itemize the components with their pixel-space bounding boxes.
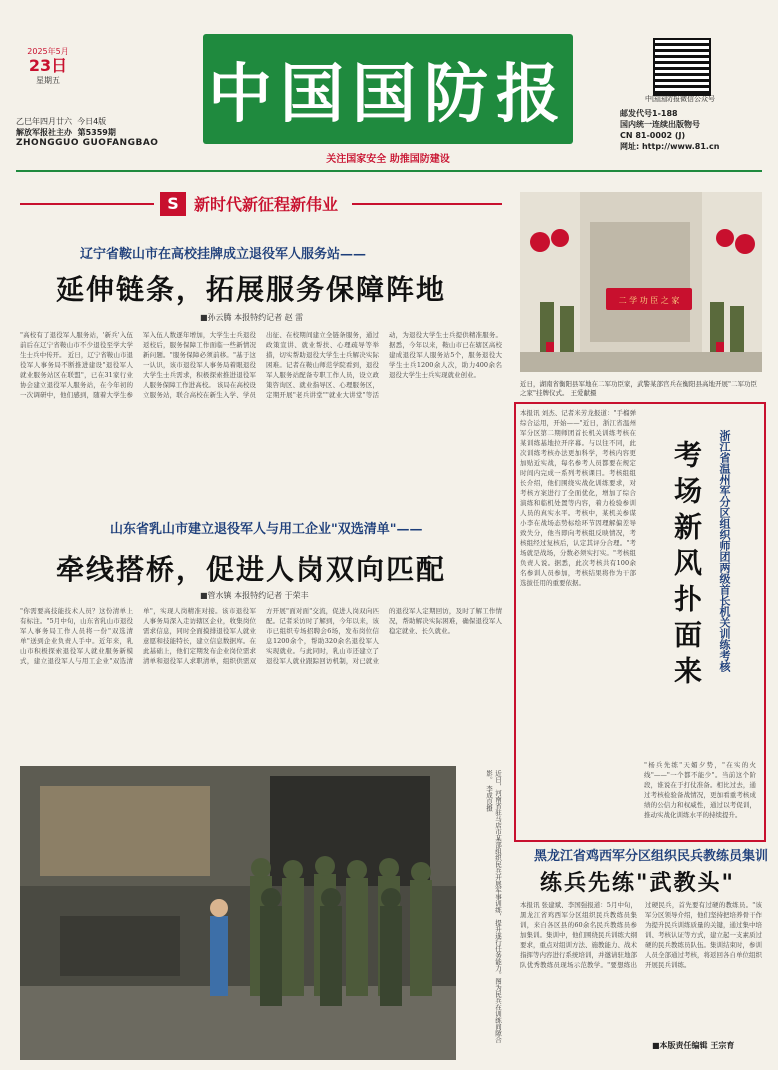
- ceremony-photo: [520, 192, 762, 372]
- article1-body: "高校有了退役军人服务站，'新兵'入伍前后在辽宁省鞍山市不少退役至学大学生士兵中传开。 近日，辽宁省鞍山市退役军人事务局不断推进建设"退役军人就业服务站区在联盟"，已在31家行业协会建立退役军人服务站，在今年初的一次调研中，他们感到，随着大学生参军入伍人数逐年增加，大学生士兵退役返校后，服务保障工作面临一些新情况新问题。"服务保障必须前移。"基于这一认识，该市退役军人事务局着眼退役大学生士兵需求，积极探索推进退役军人服务保障工作进高校。 该局在高校设立服务站，联合高校在新生入学、学员出征、在校期间建立全链条服务，通过政策宣讲、就业帮扶、心理疏导等举措，切实帮助退役大学生士兵解决实际困难。记者在鞍山师范学院看到，退役军人服务站配备专职工作人员，设立政策咨询区、就业指导区、心理服务区，定期开展"老兵讲堂""就业大讲堂"等活动，为退役大学生士兵提供精准服务。据悉，今年以来，鞍山市已在辖区高校建成退役军人服务站5个，服务退役大学生士兵1200余人次，助力400余名退役大学生士兵实现就业创业。: [20, 331, 502, 399]
- top-photo-caption: 近日，湖南省衡阳县军地在二军功臣家，武警某部官兵在衡阳县高地开展"二军功臣之家"挂牌仪式。 王爱献摄: [520, 380, 757, 397]
- masthead-logo: [203, 34, 573, 144]
- date-year-month: 2025年5月: [27, 47, 69, 56]
- newspaper-title: 中国国防报: [208, 57, 568, 132]
- bottom-photo-caption: 近日，河南省驻马店市某部组织民兵开展军事训练，提升遂行任务能力。图为民兵在训练间隙合影。 李成良摄: [485, 770, 502, 1043]
- edition-count: 今日4版: [77, 117, 107, 126]
- article2-headline[interactable]: 牵线搭桥，促进人岗双向匹配: [56, 553, 447, 586]
- date-box: [16, 46, 80, 86]
- publication-codes: [620, 108, 760, 152]
- qr-code-icon: [653, 38, 711, 96]
- slogan: 关注国家安全 助推国防建设: [326, 154, 450, 165]
- feature-body-tail: "杨兵先练"天媚夕势，"在实的火线"——"一个都不能少"。当前这个阶段，谁说在于打仗准备。相比过去，通过考核检验备战情况，更加看重考核成绩的公信力和权威性，通过以考促训，推动实战化训练水平的持续提升。: [644, 761, 756, 819]
- pinyin-title: ZHONGGUO GUOFANGBAO: [16, 138, 159, 148]
- feature-kicker: 浙江省温州军分区组织师团两级首长机关训练考核: [718, 430, 731, 672]
- article2-kicker: 山东省乳山市建立退役军人与用工企业"双选清单"——: [110, 522, 423, 537]
- militia-group-photo: [20, 766, 456, 1060]
- article1-kicker: 辽宁省鞍山市在高校挂牌成立退役军人服务站——: [80, 247, 367, 262]
- banner-rule-right: [352, 203, 502, 205]
- article4-headline[interactable]: 练兵先练"武教头": [540, 870, 735, 896]
- postal-code: 邮发代号1-188: [620, 109, 678, 118]
- website-link[interactable]: 网址: http://www.81.cn: [620, 142, 720, 151]
- cn-label: 国内统一连续出版物号: [620, 120, 700, 129]
- page-editor: ■本版责任编辑 王宗育: [652, 1041, 735, 1050]
- feature-body: 本报讯 刘杰、记者米芳龙报道："手榴弹综合运用，开始——"近日，浙江省温州军分区第二期师团首长机关训练考核在某训练基地拉开序幕。与以往不同，此次训练考核办法更加科学，考核内容更加贴近实战，每名参考人员都要在规定时间内完成一系列考核课目。考核组组长介绍，他们围绕实战化训练要求，对考核方案进行了全面优化，增加了综合演练和临机处置等内容，着力检验参训人员的真实水平。考核中，某机关参谋小李在战场态势标绘环节因理解偏差导致失分，他当即向考核组反映情况，考核组经过复核后，认定其评分合理。"考场就是战场，分数必须实打实。"考核组负责人说。据悉，此次考核共有100余名参训人员参加，考核结果将作为干部选拔任用的重要依据。: [520, 409, 636, 587]
- militia-photo-illustration: [20, 766, 456, 1060]
- cn-number: CN 81-0002 (J): [620, 131, 686, 140]
- sponsor: 解放军报社主办: [16, 128, 72, 137]
- masthead-divider: [16, 170, 762, 172]
- ceremony-photo-illustration: [520, 192, 762, 372]
- banner-rule-left: [20, 203, 154, 205]
- column-logo-icon: S: [160, 192, 186, 216]
- article4-kicker: 黑龙江省鸡西军分区组织民兵教练员集训: [534, 849, 769, 864]
- column-banner-title: 新时代新征程新伟业: [194, 195, 339, 214]
- issue-info: [16, 116, 186, 149]
- article2-body: "你需要高技能技术人员？这份清单上有标注。"5月中旬，山东省乳山市退役军人事务局工作人员将一份"双选清单"送到企业负责人手中。近年来，乳山市积极探索退役军人就业服务新模式，建立退役军人与用工企业"双选清单"，实现人岗精准对接。该市退役军人事务局深入走访辖区企业，收集岗位需求信息，同时全面摸排退役军人就业意愿和技能特长，建立信息数据库。在此基础上，他们定期发布企业岗位需求清单和退役军人求职清单，组织供需双方开展"面对面"交流，促进人岗双向匹配。记者采访时了解到，今年以来，该市已组织专场招聘会6场，发布岗位信息1200余个，帮助320余名退役军人实现就业。与此同时，乳山市还建立了退役军人就业跟踪回访机制，对已就业的退役军人定期回访，及时了解工作情况，帮助解决实际困难，确保退役军人稳定就业、长久就业。: [20, 607, 502, 665]
- article4-body: 本报讯 张建斌、李国强报道：5月中旬，黑龙江省鸡西军分区组织民兵教练员集训，来自各区县的60余名民兵教练员参加集训。集训中，他们围绕民兵训练大纲要求，重点对组训方法、施教能力、战术指挥等内容进行系统培训，并邀请驻地部队优秀教练员现场示范教学。"要想练出过硬民兵，首先要有过硬的教练员。"该军分区领导介绍，他们坚持把培养骨干作为提升民兵训练质量的关键，通过集中培训、考核认证等方式，建立起一支素质过硬的民兵教练员队伍。集训结束时，参训人员全部通过考核，将返回各自单位组织开展民兵训练。: [520, 901, 762, 969]
- article1-headline[interactable]: 延伸链条，拓展服务保障阵地: [56, 273, 447, 306]
- ceremony-sign-text: 二 学 功 臣 之 家: [618, 296, 680, 305]
- article1-byline: ■孙云腾 本报特约记者 赵 雷: [200, 313, 304, 322]
- date-weekday: 星期五: [36, 76, 60, 85]
- date-day: 23日: [28, 56, 68, 75]
- lunar-date: 乙巳年四月廿六: [16, 117, 72, 126]
- issue-number: 第5359期: [77, 128, 116, 137]
- feature-headline[interactable]: 考场新风扑面来: [670, 440, 703, 692]
- article2-byline: ■管水镇 本报特约记者 于荣丰: [200, 591, 309, 600]
- qr-label: 中国国防报微信公众号: [645, 95, 715, 103]
